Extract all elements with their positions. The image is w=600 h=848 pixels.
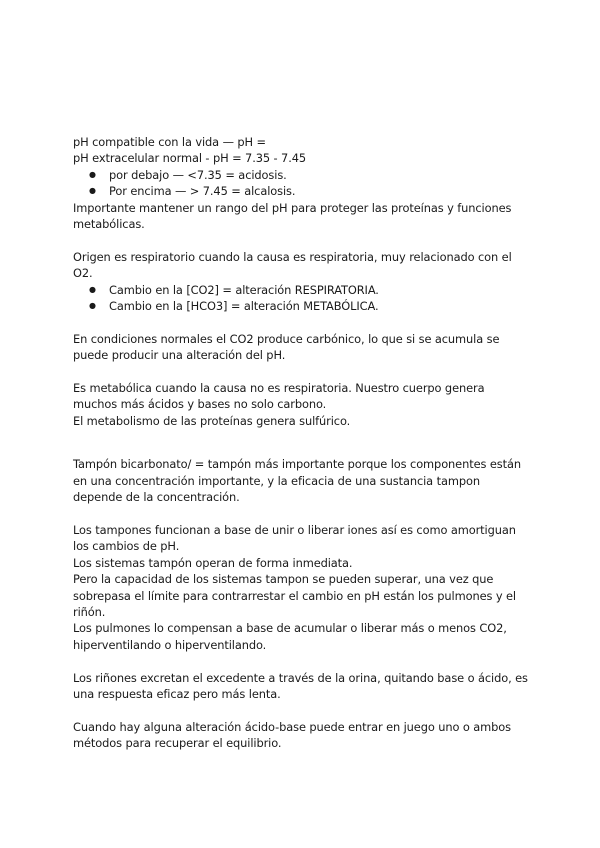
spacer (73, 505, 528, 521)
document-body (73, 134, 528, 752)
buffers-immediate-line: Los sistemas tampón operan de forma inmediata. (73, 555, 353, 570)
lungs-paragraph: Los pulmones lo compensan a base de acumular o liberar más o menos CO2, hiperventilando o hiperventilando. (73, 621, 507, 652)
list-item: ● por debajo — <7.35 = acidosis. (73, 167, 528, 183)
buffer-capacity-paragraph: Pero la capacidad de los sistemas tampon se pueden superar, una vez que sobrepasa el límite para contrarrestar el cambio en pH están los pulmones y el riñón. (73, 572, 516, 619)
spacer (73, 702, 528, 718)
list-item: ● Por encima — > 7.45 = alcalosis. (73, 183, 528, 199)
bicarbonate-paragraph: Tampón bicarbonato/ = tampón más importante porque los componentes están en una concentración importante, y la eficacia de una sustancia tampon depende de la concentración. (73, 457, 521, 505)
spacer (73, 364, 528, 380)
ph-importance-paragraph: Importante mantener un rango del pH para proteger las proteínas y funciones metabólicas. (73, 200, 512, 232)
co2-paragraph: En condiciones normales el CO2 produce carbónico, lo que si se acumula se puede producir una alteración del pH. (73, 331, 500, 363)
ph-extracellular-line: pH extracelular normal - pH = 7.35 - 7.45 (73, 151, 307, 166)
list-item: ● Cambio en la [CO2] = alteración RESPIRATORIA. (73, 282, 528, 298)
alteration-list (73, 282, 528, 315)
list-item: ● Cambio en la [HCO3] = alteración METABÓLICA. (73, 298, 528, 314)
ph-compatible-line: pH compatible con la vida — pH = (73, 135, 266, 149)
metabolic-paragraph: Es metabólica cuando la causa no es respiratoria. Nuestro cuerpo genera muchos más ácidos y bases no solo carbono. (73, 381, 485, 412)
spacer (73, 429, 528, 456)
respiratory-origin-line: Origen es respiratorio cuando la causa es respiratoria, muy relacionado con el O2. (73, 249, 512, 281)
acid-base-paragraph: Cuando hay alguna alteración ácido-base puede entrar en juego uno o ambos métodos para recuperar el equilibrio. (73, 719, 511, 751)
ph-range-list (73, 167, 528, 200)
protein-metabolism-line: El metabolismo de las proteínas genera sulfúrico. (73, 413, 351, 428)
spacer (73, 653, 528, 669)
buffers-paragraph: Los tampones funcionan a base de unir o liberar iones así es como amortiguan los cambios de pH. (73, 522, 516, 554)
kidneys-paragraph: Los riñones excretan el excedente a través de la orina, quitando base o ácido, es una respuesta eficaz pero más lenta. (73, 670, 528, 701)
spacer (73, 314, 528, 330)
spacer (73, 232, 528, 248)
